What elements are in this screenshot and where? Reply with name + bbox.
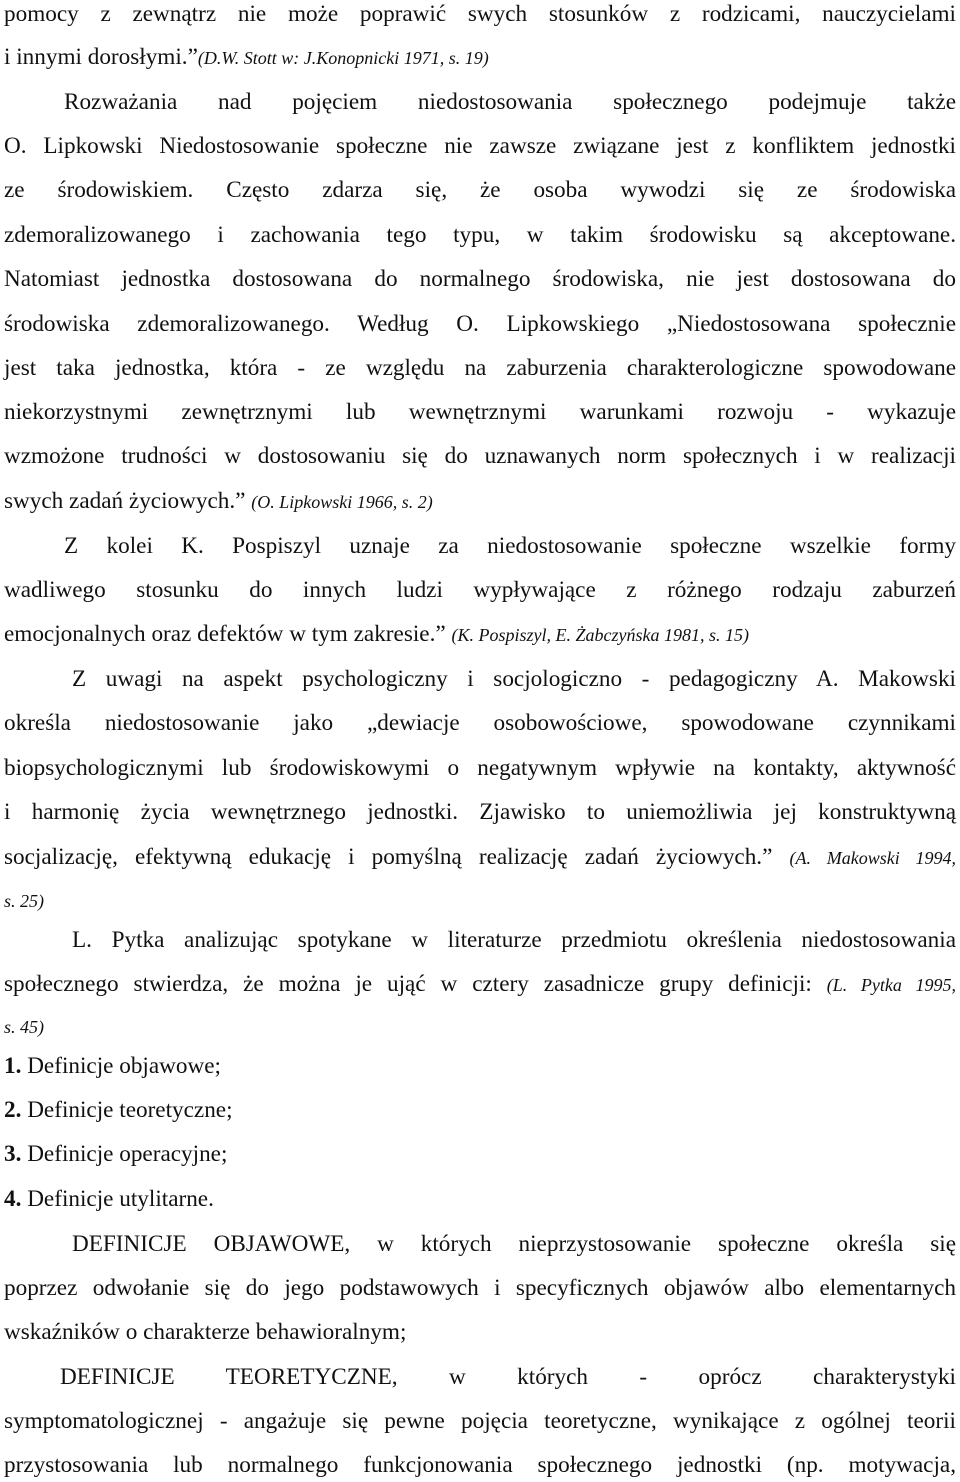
text-run: symptomatologicznej - angażuje się pewne pojęcia teoretyczne, wynikające z ogólnej teorii <box>4 1408 956 1434</box>
citation: s. 45) <box>4 1017 44 1037</box>
text-run: społecznego stwierdza, że można je ująć w cztery zasadnicze grupy definicji: <box>4 971 827 997</box>
text-line <box>4 0 956 29</box>
text-line <box>4 708 956 738</box>
text-run: DEFINICJE TEORETYCZNE, w których - oprócz charakterystyki <box>60 1364 956 1390</box>
text-line <box>64 87 956 117</box>
text-line <box>4 885 956 916</box>
list-item <box>4 1139 956 1169</box>
text-run: i innymi dorosłymi.” <box>4 44 198 70</box>
citation: (L. Pytka 1995, <box>826 975 956 995</box>
text-run: przystosowania lub normalnego funkcjonowania społecznego jednostki (np. motywacja, <box>4 1452 956 1478</box>
list-text: Definicje objawowe; <box>27 1053 221 1079</box>
text-line <box>4 969 956 1000</box>
text-run: określa niedostosowanie jako „dewiacje osobowościowe, spowodowane czynnikami <box>4 710 956 736</box>
citation: (A. Makowski 1994, <box>789 848 956 868</box>
text-line <box>4 397 956 427</box>
text-run: pomocy z zewnątrz nie może poprawić swych stosunków z rodzicami, nauczycielami <box>4 1 956 27</box>
text-line <box>64 531 956 561</box>
text-run: zdemoralizowanego i zachowania tego typu, w takim środowisku są akceptowane. <box>4 222 956 248</box>
text-run: wadliwego stosunku do innych ludzi wypływające z różnego rodzaju zaburzeń <box>4 577 956 603</box>
text-run: Natomiast jednostka dostosowana do normalnego środowiska, nie jest dostosowana do <box>4 266 956 292</box>
text-line <box>4 1317 956 1347</box>
text-run: wzmożone trudności w dostosowaniu się do uznawanych norm społecznych i w realizacji <box>4 443 956 469</box>
text-line <box>4 619 956 650</box>
text-line <box>4 42 956 73</box>
text-line <box>4 131 956 161</box>
citation: (D.W. Stott w: J.Konopnicki 1971, s. 19) <box>197 48 489 68</box>
citation: (O. Lipkowski 1966, s. 2) <box>251 492 433 512</box>
citation: s. 25) <box>4 891 44 911</box>
text-run: i harmonię życia wewnętrznego jednostki. Zjawisko to uniemożliwia jej konstruktywną <box>4 799 956 825</box>
text-run: wskaźników o charakterze behawioralnym; <box>4 1319 407 1345</box>
text-line <box>4 1450 956 1480</box>
text-run: swych zadań życiowych.” <box>4 488 252 514</box>
list-text: Definicje utylitarne. <box>27 1186 214 1212</box>
text-line <box>72 1229 956 1259</box>
text-run: środowiska zdemoralizowanego. Według O. Lipkowskiego „Niedostosowana społecznie <box>4 311 956 337</box>
text-run: emocjonalnych oraz defektów w tym zakresie.” <box>4 621 452 647</box>
text-run: Z uwagi na aspekt psychologiczny i socjologiczno - pedagogiczny A. Makowski <box>72 666 956 692</box>
list-item <box>4 1095 956 1125</box>
text-line <box>4 486 956 517</box>
text-run: L. Pytka analizując spotykane w literaturze przedmiotu określenia niedostosowania <box>72 927 956 953</box>
list-number: 4. <box>4 1186 22 1212</box>
citation: (K. Pospiszyl, E. Żabczyńska 1981, s. 15) <box>451 625 749 645</box>
text-run: niekorzystnymi zewnętrznymi lub wewnętrznymi warunkami rozwoju - wykazuje <box>4 399 956 425</box>
text-line <box>4 797 956 827</box>
text-line <box>4 309 956 339</box>
list-text: Definicje teoretyczne; <box>27 1097 233 1123</box>
text-line <box>60 1362 956 1392</box>
text-line <box>4 1406 956 1436</box>
text-line <box>72 664 956 694</box>
list-number: 2. <box>4 1097 22 1123</box>
text-run: poprzez odwołanie się do jego podstawowych i specyficznych objawów albo elementarnych <box>4 1275 956 1301</box>
text-line <box>4 353 956 383</box>
text-line <box>4 575 956 605</box>
text-run: Z kolei K. Pospiszyl uznaje za niedostosowanie społeczne wszelkie formy <box>64 533 956 559</box>
text-run: ze środowiskiem. Często zdarza się, że osoba wywodzi się ze środowiska <box>4 177 956 203</box>
text-run: jest taka jednostka, która - ze względu na zaburzenia charakterologiczne spowodowane <box>4 355 956 381</box>
text-run: biopsychologicznymi lub środowiskowymi o negatywnym wpływie na kontakty, aktywność <box>4 755 956 781</box>
text-line <box>4 1011 956 1042</box>
text-line <box>4 842 956 873</box>
list-item <box>4 1184 956 1214</box>
text-line <box>72 925 956 955</box>
text-line <box>4 175 956 205</box>
list-number: 1. <box>4 1053 22 1079</box>
list-item <box>4 1051 956 1081</box>
text-run: socjalizację, efektywną edukację i pomyślną realizację zadań życiowych.” <box>4 844 790 870</box>
list-text: Definicje operacyjne; <box>27 1141 228 1167</box>
text-line <box>4 1273 956 1303</box>
text-run: O. Lipkowski Niedostosowanie społeczne nie zawsze związane jest z konfliktem jednostki <box>4 133 956 159</box>
text-run: Rozważania nad pojęciem niedostosowania społecznego podejmuje także <box>64 89 956 115</box>
text-line <box>4 220 956 250</box>
text-line <box>4 441 956 471</box>
list-number: 3. <box>4 1141 22 1167</box>
text-line <box>4 753 956 783</box>
text-run: DEFINICJE OBJAWOWE, w których nieprzystosowanie społeczne określa się <box>72 1231 956 1257</box>
text-line <box>4 264 956 294</box>
